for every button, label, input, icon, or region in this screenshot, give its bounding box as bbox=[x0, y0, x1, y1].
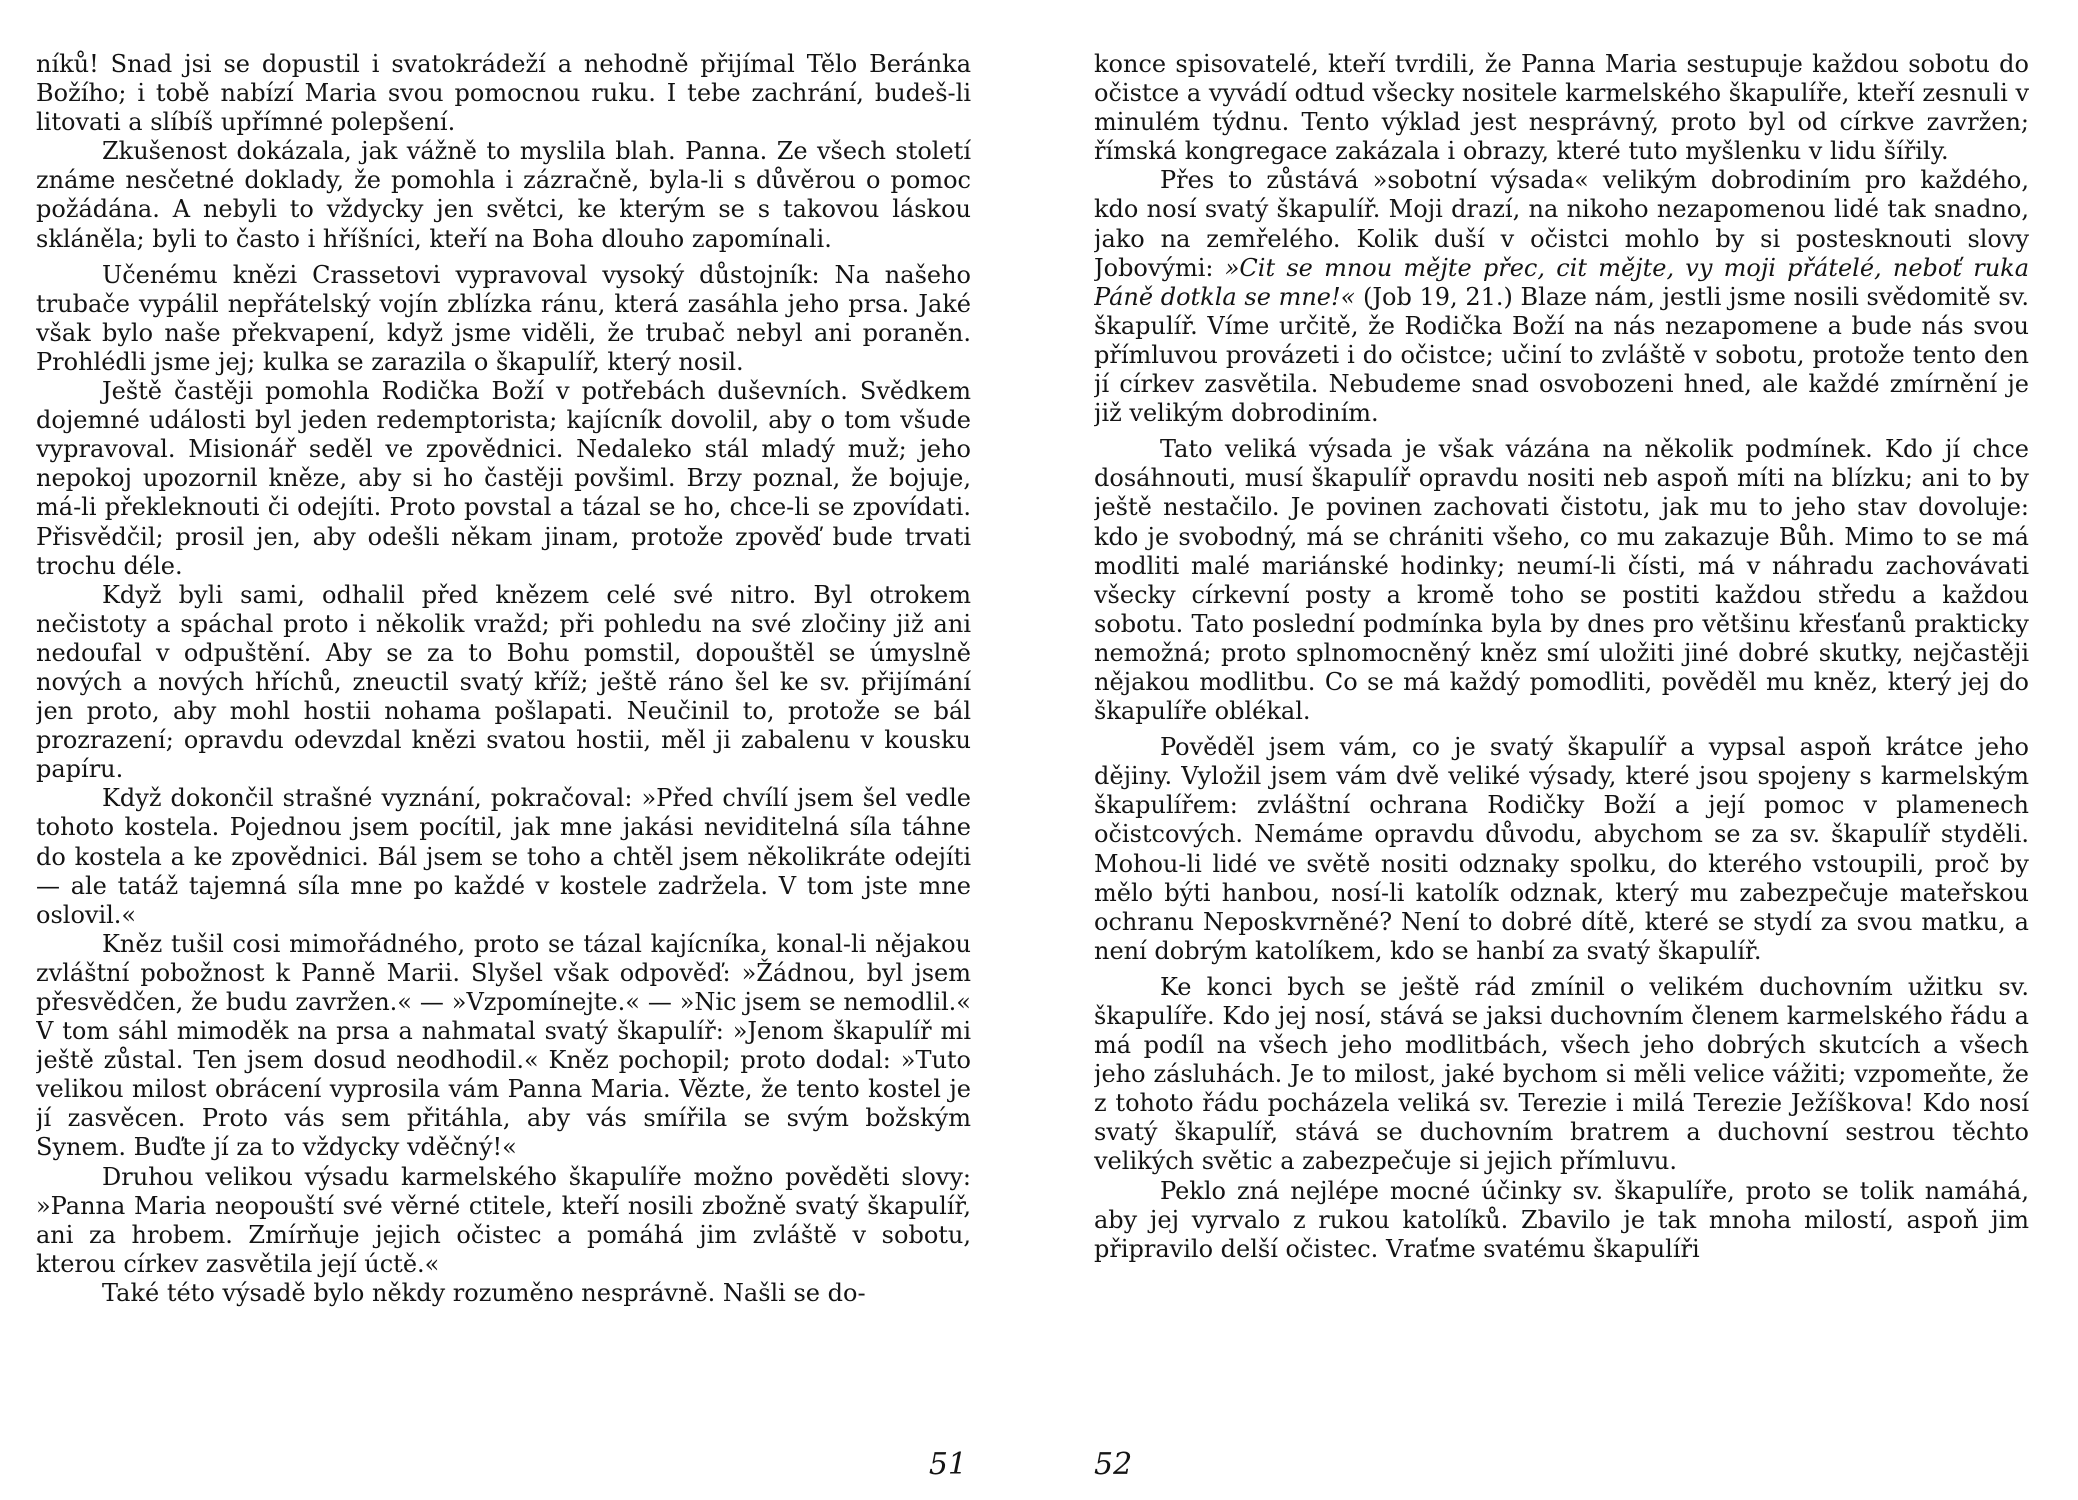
job-quote: »Cit se mnou mějte přec, cit mějte, vy moji přátelé, neboť ruka Páně dotkla se mne!« bbox=[1094, 253, 2029, 311]
paragraph: Druhou velikou výsadu karmelského škapulíře možno pověděti slovy: »Panna Maria neopouští své věrné ctitele, kteří nosili zbožně svatý škapulíř, ani za hrobem. Zmírňuje jejich očistec a pomáhá jim zvláště v sobotu, kterou církev zasvětila její úctě.« bbox=[36, 1162, 971, 1278]
paragraph: Když dokončil strašné vyznání, pokračoval: »Před chvílí jsem šel vedle tohoto kostela. Pojednou jsem pocítil, jak mne jakási neviditelná síla táhne do kostela a ke zpovědnici. Bál jsem se toho a chtěl jsem několikráte odejíti — ale tatáž tajemná síla mne po každé v kostele zadržela. V tom jste mne oslovil.« bbox=[36, 784, 971, 929]
paragraph-text: Přes to zůstává »sobotní výsada« velikým dobrodiním pro každého, kdo nosí svatý škapulíř. Moji drazí, na nikoho nezapomenou lidé tak snadno, jako na zemřelého. Kolik duší v očistci mohlo by si postesknouti slovy Jobovými: bbox=[1094, 166, 2029, 282]
paragraph: Také této výsadě bylo někdy rozuměno nesprávně. Našli se do- bbox=[102, 1278, 866, 1307]
paragraph: konce spisovatelé, kteří tvrdili, že Panna Maria sestupuje každou sobotu do očistce a vyvádí odtud všecky nositele karmelského škapulíře, kteří zesnuli v minulém týdnu. Tento výklad jest nesprávný, proto byl od církve zavržen; římská kongregace zakázala i obrazy, které tuto myšlenku v lidu šířily. bbox=[1094, 50, 2029, 166]
paragraph: Zkušenost dokázala, jak vážně to myslila blah. Panna. Ze všech století známe nesčetné doklady, že pomohla i zázračně, byla-li s důvěrou o pomoc požádána. A nebyli to vždycky jen světci, ke kterým se s takovou láskou skláněla; byli to často i hříšníci, kteří na Boha dlouho zapomínali. bbox=[36, 137, 971, 253]
paragraph: Pověděl jsem vám, co je svatý škapulíř a vypsal aspoň krátce jeho dějiny. Vyložil jsem vám dvě veliké výsady, které jsou spojeny s karmelským škapulířem: zvláštní ochrana Rodičky Boží a její pomoc v plamenech očistcových. Nemáme opravdu důvodu, abychom se za sv. škapulíř styděli. Mohou-li lidé ve světě nositi odznaky spolku, do kterého vstoupili, proč by mělo býti hanbou, nosí-li katolík odznak, který mu zabezpečuje mateřskou ochranu Neposkvrněné? Není to dobré dítě, které se stydí za svou matku, a není dobrým katolíkem, kdo se hanbí za svatý škapulíř. bbox=[1094, 733, 2029, 965]
paragraph-text: (Job 19, 21.) Blaze nám, jestli jsme nosili svědomitě sv. škapulíř. Víme určitě, že Rodička Boží na nás nezapomene a bude nás svou přímluvou provázeti i do očistce; učiní to zvláště v sobotu, protože tento den jí církev zasvětila. Nebudeme snad osvobozeni hned, ale každé zmírnění je již velikým dobrodiním. bbox=[1094, 282, 2029, 428]
paragraph: Když byli sami, odhalil před knězem celé své nitro. Byl otrokem nečistoty a spáchal proto i několik vražd; při pohledu na své zločiny již ani nedoufal v odpuštění. Aby se za to Bohu pomstil, dopouštěl se úmyslně nových a nových hříchů, zneuctil svatý kříž; ještě ráno šel ke sv. přijímání jen proto, aby mohl hostii nohama pošlapati. Neučinil to, protože se bál prozrazení; opravdu odevzdal knězi svatou hostii, měl ji zabalenu v kousku papíru. bbox=[36, 580, 971, 784]
paragraph: Kněz tušil cosi mimořádného, proto se tázal kajícníka, konal-li nějakou zvláštní pobožnost k Panně Marii. Slyšel však odpověď: »Žádnou, byl jsem přesvědčen, že budu zavržen.« — »Vzpomínejte.« — »Nic jsem se nemodlil.« V tom sáhl mimoděk na prsa a nahmatal svatý škapulíř: »Jenom škapulíř mi ještě zůstal. Ten jsem dosud neodhodil.« Kněz pochopil; proto dodal: »Tuto velikou milost obrácení vyprosila vám Panna Maria. Vězte, že tento kostel je jí zasvěcen. Proto vás sem přitáhla, aby vás smířila se svým božským Synem. Buďte jí za to vždycky vděčný!« bbox=[36, 929, 971, 1162]
paragraph: Ještě častěji pomohla Rodička Boží v potřebách duševních. Svědkem dojemné události byl jeden redemptorista; kajícník dovolil, aby o tom všude vypravoval. Misionář seděl ve zpovědnici. Nedaleko stál mladý muž; jeho nepokoj upozornil kněze, aby si ho častěji povšiml. Brzy poznal, že bojuje, má-li překleknouti či odejíti. Proto povstal a tázal se ho, chce-li se zpovídati. Přisvědčil; prosil jen, aby odešli někam jinam, protože zpověď bude trvati trochu déle. bbox=[36, 377, 971, 580]
right-page-text bbox=[1094, 50, 2029, 1395]
right-page bbox=[1094, 50, 2029, 1490]
page-number: 51 bbox=[928, 1447, 967, 1482]
paragraph: Učenému knězi Crassetovi vypravoval vysoký důstojník: Na našeho trubače vypálil nepřátelský vojín zblízka ránu, která zasáhla jeho prsa. Jaké však bylo naše překvapení, když jsme viděli, že trubač nebyl ani poraněn. Prohlédli jsme jej; kulka se zarazila o škapulíř, který nosil. bbox=[36, 260, 971, 376]
paragraph: níků! Snad jsi se dopustil i svatokrádeží a nehodně přijímal Tělo Beránka Božího; i tobě nabízí Maria svou pomocnou ruku. I tebe zachrání, budeš-li litovati a slíbíš upřímné polepšení. bbox=[36, 50, 971, 137]
paragraph bbox=[1094, 166, 2029, 428]
page-number: 52 bbox=[1094, 1447, 1133, 1482]
paragraph: Ke konci bych se ještě rád zmínil o velikém duchovním užitku sv. škapulíře. Kdo jej nosí, stává se jaksi duchovním členem karmelského řádu a má podíl na všech jeho modlitbách, všech jeho dobrých skutcích a všech jeho zásluhách. Je to milost, jaké bychom si měli velice vážiti; vzpomeňte, že z tohoto řádu pocházela veliká sv. Terezie i milá Terezie Ježíškova! Kdo nosí svatý škapulíř, stává se duchovním bratrem a duchovní sestrou těchto velikých světic a zabezpečuje si jejich přímluvu. bbox=[1094, 972, 2029, 1176]
left-page-text bbox=[36, 50, 971, 1395]
paragraph: Peklo zná nejlépe mocné účinky sv. škapulíře, proto se tolik namáhá, aby jej vyrvalo z rukou katolíků. Zbavilo je tak mnoha milostí, aspoň jim připravilo delší očistec. Vraťme svatému škapulíři bbox=[1094, 1176, 2029, 1263]
left-page bbox=[36, 50, 971, 1490]
paragraph: Tato veliká výsada je však vázána na několik podmínek. Kdo jí chce dosáhnouti, musí škapulíř opravdu nositi neb aspoň míti na blízku; ani to by ještě nestačilo. Je povinen zachovati čistotu, jak mu to jeho stav dovoluje: kdo je svobodný, má se chrániti všeho, co mu zakazuje Bůh. Mimo to se má modliti malé mariánské hodinky; neumí-li čísti, má v náhradu zachovávati všecky církevní posty a kromě toho se postiti každou středu a každou sobotu. Tato poslední podmínka byla by dnes pro většinu křesťanů prakticky nemožná; proto splnomocněný kněz smí uložiti jiné dobré skutky, nejčastěji nějakou modlitbu. Co se má každý pomodliti, pověděl mu kněz, který jej do škapulíře oblékal. bbox=[1094, 435, 2029, 726]
